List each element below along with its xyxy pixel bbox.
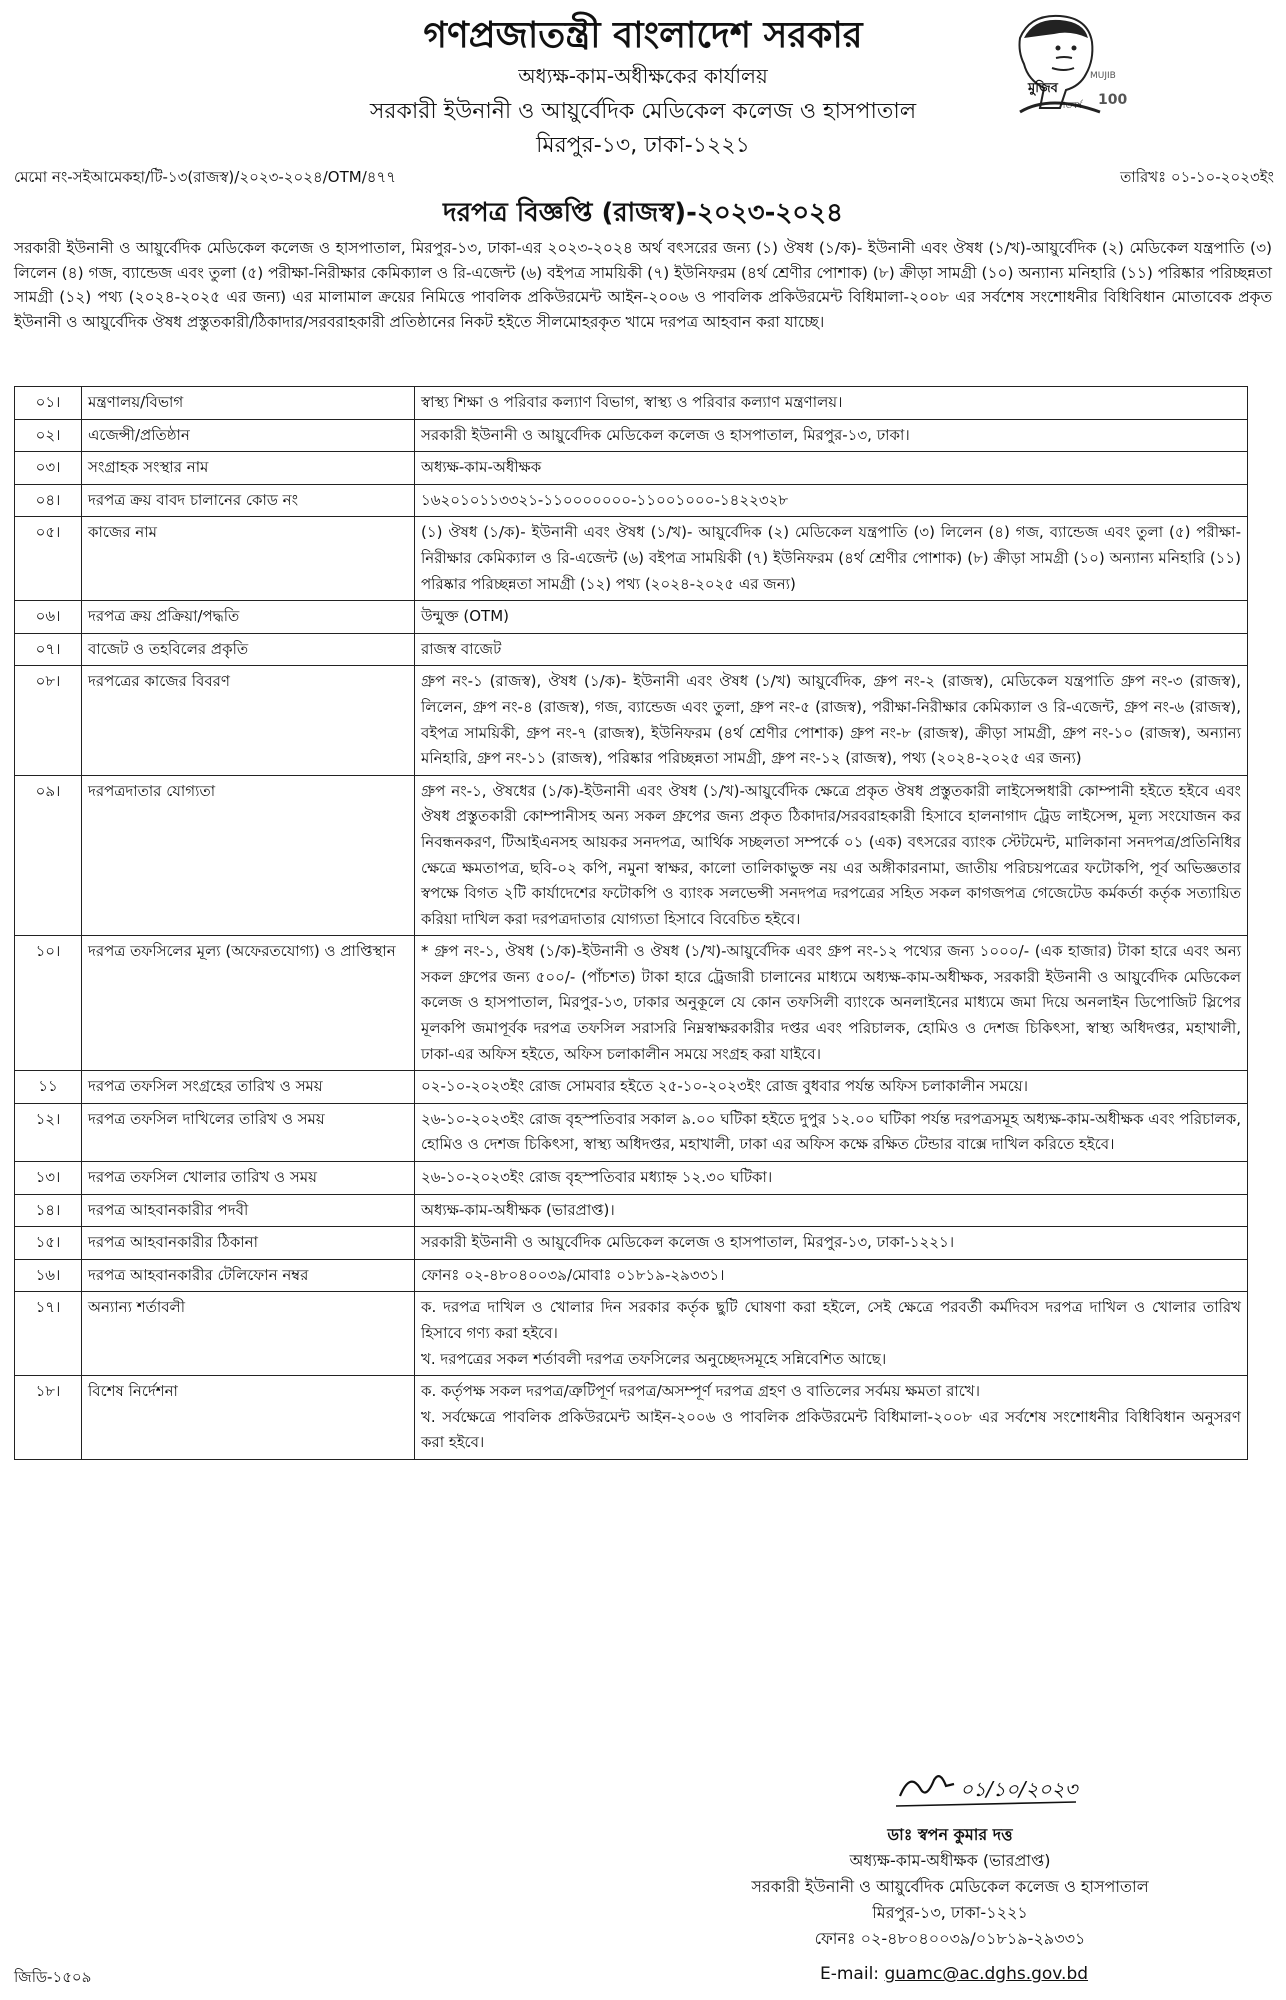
logo-text-shatabarsha: শতবর্ষ bbox=[1060, 101, 1083, 111]
row-number: ০১। bbox=[15, 387, 82, 420]
row-number: ১৬। bbox=[15, 1259, 82, 1292]
row-value: গ্রুপ নং-১ (রাজস্ব), ঔষধ (১/ক)- ইউনানী এবং ঔষধ (১/খ) আয়ুর্বেদিক, গ্রুপ নং-২ (রাজস্ব), মেডিকেল যন্ত্রপাতি গ্রুপ নং-৩ (রাজস্ব), লিলেন, গ্রুপ নং-৪ (রাজস্ব), গজ, ব্যান্ডেজ এবং তুলা, গ্রুপ নং-৫ (রাজস্ব), পরীক্ষা-নিরীক্ষার কেমিক্যাল ও রি-এজেন্ট, গ্রুপ নং-৬ (রাজস্ব), বইপত্র সাময়িকী, গ্রুপ নং-৭ (রাজস্ব), ইউনিফরম (৪র্থ শ্রেণীর পোশাক) গ্রুপ নং-৮ (রাজস্ব), ক্রীড়া সামগ্রী, গ্রুপ নং-১০ (রাজস্ব), অন্যান্য মনিহারি, গ্রুপ নং-১১ (রাজস্ব), পরিষ্কার পরিচ্ছন্নতা সামগ্রী, গ্রুপ নং-১২ (রাজস্ব), পথ্য (২০২৪-২০২৫ এর জন্য) bbox=[415, 666, 1248, 775]
signature-block bbox=[620, 1770, 1280, 1952]
email-link[interactable]: guamc@ac.dghs.gov.bd bbox=[884, 1964, 1089, 1984]
row-value: ২৬-১০-২০২৩ইং রোজ বৃহস্পতিবার মধ্যাহ্ন ১২.৩০ ঘটিকা। bbox=[415, 1162, 1248, 1195]
row-value: ২৬-১০-২০২৩ইং রোজ বৃহস্পতিবার সকাল ৯.০০ ঘটিকা হইতে দুপুর ১২.০০ ঘটিকা পর্যন্ত দরপত্রসমূহ অধ্যক্ষ-কাম-অধীক্ষক এবং পরিচালক, হোমিও ও দেশজ চিকিৎসা, স্বাস্থ্য অধিদপ্তর, মহাখালী, ঢাকা এর অফিস কক্ষে রক্ষিত টেন্ডার বাক্সে দাখিল করিতে হইবে। bbox=[415, 1103, 1248, 1161]
row-value: ০২-১০-২০২৩ইং রোজ সোমবার হইতে ২৫-১০-২০২৩ইং রোজ বুধবার পর্যন্ত অফিস চলাকালীন সময়ে। bbox=[415, 1071, 1248, 1104]
row-value: অধ্যক্ষ-কাম-অধীক্ষক (ভারপ্রাপ্ত)। bbox=[415, 1194, 1248, 1227]
row-label: অন্যান্য শর্তাবলী bbox=[82, 1292, 415, 1376]
row-label: কাজের নাম bbox=[82, 517, 415, 601]
signatory-institution: সরকারী ইউনানী ও আয়ুর্বেদিক মেডিকেল কলেজ ও হাসপাতাল bbox=[751, 1877, 1149, 1896]
table-row bbox=[15, 936, 1248, 1071]
row-number: ০৩। bbox=[15, 452, 82, 485]
logo-text-mujib-en: MUJIB bbox=[1090, 71, 1116, 81]
table-row bbox=[15, 484, 1248, 517]
row-label: বিশেষ নির্দেশনা bbox=[82, 1376, 415, 1460]
row-label: দরপত্র ক্রয় প্রক্রিয়া/পদ্ধতি bbox=[82, 601, 415, 634]
row-number: ০৭। bbox=[15, 633, 82, 666]
table-row bbox=[15, 1071, 1248, 1104]
row-value: ক. দরপত্র দাখিল ও খোলার দিন সরকার কর্তৃক ছুটি ঘোষণা করা হইলে, সেই ক্ষেত্রে পরবর্তী কর্মদিবস দরপত্র দাখিল ও খোলার তারিখ হিসাবে গণ্য করা হইবে। bbox=[421, 1298, 1241, 1342]
row-label: দরপত্র আহবানকারীর ঠিকানা bbox=[82, 1227, 415, 1260]
row-value-group bbox=[415, 1376, 1248, 1460]
table-row bbox=[15, 666, 1248, 775]
row-value: ১৬২০১০১১৩৩২১-১১০০০০০০০-১১০০১০০০-১৪২২৩২৮ bbox=[415, 484, 1248, 517]
row-value: স্বাস্থ্য শিক্ষা ও পরিবার কল্যাণ বিভাগ, স্বাস্থ্য ও পরিবার কল্যাণ মন্ত্রণালয়। bbox=[415, 387, 1248, 420]
email-label: E-mail: bbox=[820, 1964, 880, 1984]
row-value: রাজস্ব বাজেট bbox=[415, 633, 1248, 666]
notice-title: দরপত্র বিজ্ঞপ্তি (রাজস্ব)-২০২৩-২০২৪ bbox=[443, 198, 843, 228]
row-number: ১০। bbox=[15, 936, 82, 1071]
row-value: সরকারী ইউনানী ও আয়ুর্বেদিক মেডিকেল কলেজ ও হাসপাতাল, মিরপুর-১৩, ঢাকা-১২২১। bbox=[415, 1227, 1248, 1260]
table-row bbox=[15, 1227, 1248, 1260]
portrait-icon bbox=[1020, 16, 1101, 112]
notice-intro: সরকারী ইউনানী ও আয়ুর্বেদিক মেডিকেল কলেজ ও হাসপাতাল, মিরপুর-১৩, ঢাকা-এর ২০২৩-২০২৪ অর্থ বৎসরের জন্য (১) ঔষধ (১/ক)- ইউনানী এবং ঔষধ (১/খ)-আয়ুর্বেদিক (২) মেডিকেল যন্ত্রপাতি (৩) লিলেন (৪) গজ, ব্যান্ডেজ এবং তুলা (৫) পরীক্ষা-নিরীক্ষার কেমিক্যাল ও রি-এজেন্ট (৬) বইপত্র সাময়িকী (৭) ইউনিফরম (৪র্থ শ্রেণীর পোশাক) (৮) ক্রীড়া সামগ্রী (১০) অন্যান্য মনিহারি (১১) পরিষ্কার পরিচ্ছন্নতা সামগ্রী (১২) পথ্য (২০২৪-২০২৫ এর জন্য) এর মালামাল ক্রয়ের নিমিত্তে পাবলিক প্রকিউরমেন্ট আইন-২০০৬ ও পাবলিক প্রকিউরমেন্ট বিধিমালা-২০০৮ এর সর্বশেষ সংশোধনীর বিধিবিধান মোতাবেক প্রকৃত ইউনানী ও আয়ুর্বেদিক ঔষধ প্রস্তুতকারী/ঠিকাদার/সরবরাহকারী প্রতিষ্ঠানের নিকট হইতে সীলমোহরকৃত খামে দরপত্র আহবান করা যাচ্ছে। bbox=[14, 239, 1272, 331]
row-number: ১৭। bbox=[15, 1292, 82, 1376]
row-number: ১৪। bbox=[15, 1194, 82, 1227]
row-label: এজেন্সী/প্রতিষ্ঠান bbox=[82, 419, 415, 452]
tender-details-table bbox=[14, 386, 1248, 1460]
logo-text-100: 100 bbox=[1098, 92, 1128, 108]
row-label: দরপত্রদাতার যোগ্যতা bbox=[82, 775, 415, 936]
table-row bbox=[15, 633, 1248, 666]
signatory-phone: ফোনঃ ০২-৪৮০৪০০৩৯/০১৮১৯-২৯৩৩১ bbox=[814, 1929, 1086, 1948]
row-label: দরপত্র তফসিল দাখিলের তারিখ ও সময় bbox=[82, 1103, 415, 1161]
row-value-group bbox=[415, 1292, 1248, 1376]
row-value: উন্মুক্ত (OTM) bbox=[415, 601, 1248, 634]
row-value: অধ্যক্ষ-কাম-অধীক্ষক bbox=[415, 452, 1248, 485]
row-number: ০৪। bbox=[15, 484, 82, 517]
row-value: গ্রুপ নং-১, ঔষধের (১/ক)-ইউনানী এবং ঔষধ (১/খ)-আয়ুর্বেদিক ক্ষেত্রে প্রকৃত ঔষধ প্রস্তুতকারী লাইসেন্সধারী কোম্পানী হইতে হইবে এবং ঔষধ প্রস্তুতকারী কোম্পানীসহ অন্য সকল গ্রুপের জন্য প্রকৃত ঠিকাদার/সরবরাহকারী হিসাবে হালনাগাদ ট্রেড লাইসেন্স, মূল্য সংযোজন কর নিবন্ধনকরণ, টিআইএনসহ আয়কর সনদপত্র, আর্থিক সচ্ছলতা সম্পর্কে ০১ (এক) বৎসরের ব্যাংক স্টেটমেন্ট, মালিকানা সনদপত্র/প্রতিনিধির ক্ষেত্রে ক্ষমতাপত্র, ছবি-০২ কপি, নমুনা স্বাক্ষর, কালো তালিকাভুক্ত নয় এর অঙ্গীকারনামা, জাতীয় পরিচয়পত্রের ফটোকপি, পূর্ব অভিজ্ঞতার স্বপক্ষে বিগত ২টি কার্যাদেশের ফটোকপি ও ব্যাংক সলভেন্সী সনদপত্র দরপত্রের সহিত সকল কাগজপত্র গেজেটেড কর্মকর্তা কর্তৃক সত্যায়িত করিয়া দাখিল করা দরপত্রদাতার যোগ্যতা হিসাবে বিবেচিত হইবে। bbox=[415, 775, 1248, 936]
row-value: ক. কর্তৃপক্ষ সকল দরপত্র/ত্রুটিপূর্ণ দরপত্র/অসম্পূর্ণ দরপত্র গ্রহণ ও বাতিলের সর্বময় ক্ষমতা রাখে। bbox=[421, 1382, 980, 1401]
row-label: দরপত্র আহবানকারীর পদবী bbox=[82, 1194, 415, 1227]
table-row bbox=[15, 1162, 1248, 1195]
row-label: দরপত্রের কাজের বিবরণ bbox=[82, 666, 415, 775]
row-value: (১) ঔষধ (১/ক)- ইউনানী এবং ঔষধ (১/খ)- আয়ুর্বেদিক (২) মেডিকেল যন্ত্রপাতি (৩) লিলেন (৪) গজ, ব্যান্ডেজ এবং তুলা (৫) পরীক্ষা-নিরীক্ষার কেমিক্যাল ও রি-এজেন্ট (৬) বইপত্র সাময়িকী (৭) ইউনিফরম (৪র্থ শ্রেণীর পোশাক) (৮) ক্রীড়া সামগ্রী (১০) অন্যান্য মনিহারি (১১) পরিষ্কার পরিচ্ছন্নতা সামগ্রী (১২) পথ্য (২০২৪-২০২৫ এর জন্য) bbox=[415, 517, 1248, 601]
row-number: ০৬। bbox=[15, 601, 82, 634]
row-number: ০২। bbox=[15, 419, 82, 452]
table-row bbox=[15, 452, 1248, 485]
memo-date: তারিখঃ ০১-১০-২০২৩ইং bbox=[1120, 168, 1274, 186]
table-row bbox=[15, 1194, 1248, 1227]
row-label: মন্ত্রণালয়/বিভাগ bbox=[82, 387, 415, 420]
table-row bbox=[15, 1259, 1248, 1292]
signatory-designation: অধ্যক্ষ-কাম-অধীক্ষক (ভারপ্রাপ্ত) bbox=[849, 1851, 1051, 1870]
signature-space bbox=[620, 1770, 1280, 1822]
row-number: ১১ bbox=[15, 1071, 82, 1104]
row-value: সরকারী ইউনানী ও আয়ুর্বেদিক মেডিকেল কলেজ ও হাসপাতাল, মিরপুর-১৩, ঢাকা। bbox=[415, 419, 1248, 452]
institution-address: মিরপুর-১৩, ঢাকা-১২২১ bbox=[536, 133, 750, 158]
gd-number: জিডি-১৫০৯ bbox=[14, 1968, 92, 1986]
signatory-address: মিরপুর-১৩, ঢাকা-১২২১ bbox=[872, 1903, 1028, 1922]
row-value: ফোনঃ ০২-৪৮০৪০০৩৯/মোবাঃ ০১৮১৯-২৯৩৩১। bbox=[415, 1259, 1248, 1292]
row-label: দরপত্র তফসিল সংগ্রহের তারিখ ও সময় bbox=[82, 1071, 415, 1104]
row-label: সংগ্রাহক সংস্থার নাম bbox=[82, 452, 415, 485]
table-row bbox=[15, 517, 1248, 601]
government-title: গণপ্রজাতন্ত্রী বাংলাদেশ সরকার bbox=[423, 15, 863, 56]
row-number: ১৮। bbox=[15, 1376, 82, 1460]
table-row bbox=[15, 419, 1248, 452]
row-value-secondary: খ. দরপত্রের সকল শর্তাবলী দরপত্র তফসিলের অনুচ্ছেদসমূহে সন্নিবেশিত আছে। bbox=[421, 1349, 887, 1368]
row-number: ১২। bbox=[15, 1103, 82, 1161]
table-row bbox=[15, 1103, 1248, 1161]
signature-date: ০১/১০/২০২৩ bbox=[960, 1777, 1078, 1801]
signatory-name: ডাঃ স্বপন কুমার দত্ত bbox=[887, 1825, 1013, 1844]
row-value: * গ্রুপ নং-১, ঔষধ (১/ক)-ইউনানী ও ঔষধ (১/খ)-আয়ুর্বেদিক এবং গ্রুপ নং-১২ পথ্যের জন্য ১০০০/- (এক হাজার) টাকা হারে এবং অন্য সকল গ্রুপের জন্য ৫০০/- (পাঁচশত) টাকা হারে ট্রেজারী চালানের মাধ্যমে অধ্যক্ষ-কাম-অধীক্ষক, সরকারী ইউনানী ও আয়ুর্বেদিক মেডিকেল কলেজ ও হাসপাতাল, মিরপুর-১৩, ঢাকার অনুকূলে যে কোন তফসিলী ব্যাংকে অনলাইনের মাধ্যমে জমা দিয়ে অনলাইন ডিপোজিট স্লিপের মূলকপি জমাপূর্বক দরপত্র তফসিল সরাসরি নিম্নস্বাক্ষরকারীর দপ্তর এবং পরিচালক, হোমিও ও দেশজ চিকিৎসা, স্বাস্থ্য অধিদপ্তর, মহাখালী, ঢাকা-এর অফিস হইতে, অফিস চলাকালীন সময়ে সংগ্রহ করা যাইবে। bbox=[415, 936, 1248, 1071]
row-label: দরপত্র তফসিল খোলার তারিখ ও সময় bbox=[82, 1162, 415, 1195]
row-number: ১৫। bbox=[15, 1227, 82, 1260]
memo-number: মেমো নং-সইআমেকহা/টি-১৩(রাজস্ব)/২০২৩-২০২৪/OTM/৪৭৭ bbox=[14, 168, 396, 186]
table-row bbox=[15, 775, 1248, 936]
row-number: ০৯। bbox=[15, 775, 82, 936]
row-value-secondary: খ. সর্বক্ষেত্রে পাবলিক প্রকিউরমেন্ট আইন-২০০৬ ও পাবলিক প্রকিউরমেন্ট বিধিমালা-২০০৮ এর সর্বশেষ সংশোধনীর বিধিবিধান অনুসরণ করা হইবে। bbox=[421, 1407, 1241, 1452]
institution-name: সরকারী ইউনানী ও আয়ুর্বেদিক মেডিকেল কলেজ ও হাসপাতাল bbox=[369, 99, 917, 124]
table-row bbox=[15, 387, 1248, 420]
table-row bbox=[15, 601, 1248, 634]
row-label: দরপত্র তফসিলের মূল্য (অফেরতযোগ্য) ও প্রাপ্তিস্থান bbox=[82, 936, 415, 1071]
row-label: দরপত্র ক্রয় বাবদ চালানের কোড নং bbox=[82, 484, 415, 517]
row-label: দরপত্র আহবানকারীর টেলিফোন নম্বর bbox=[82, 1259, 415, 1292]
row-number: ১৩। bbox=[15, 1162, 82, 1195]
table-row bbox=[15, 1376, 1248, 1460]
mujib-100-logo bbox=[1000, 8, 1130, 120]
row-number: ০৮। bbox=[15, 666, 82, 775]
email-line bbox=[820, 1964, 1088, 1984]
logo-text-mujib: মুজিব bbox=[1028, 81, 1058, 96]
office-name: অধ্যক্ষ-কাম-অধীক্ষকের কার্যালয় bbox=[518, 64, 768, 88]
row-number: ০৫। bbox=[15, 517, 82, 601]
row-label: বাজেট ও তহবিলের প্রকৃতি bbox=[82, 633, 415, 666]
table-row bbox=[15, 1292, 1248, 1376]
